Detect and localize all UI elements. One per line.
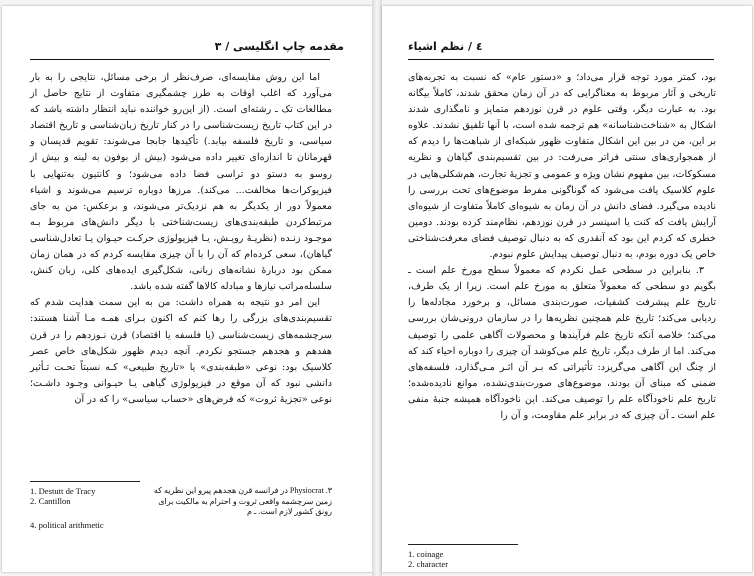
left-page-header: مقدمه چاپ انگلیسی / ۳ — [214, 40, 344, 53]
left-footnote-rule — [30, 481, 140, 482]
book-gutter — [372, 0, 382, 576]
right-paragraph-1: بود، کمتر مورد توجه قرار می‌داد؛ و «دستور عام» که نسبت به تجربه‌های تاریخی و آثار مربوط به معناگرایی که در آن زمان محقق شدند، کاملاً بیگانه بود. به عبارت دیگر، وقتی علوم در قرن نوزدهم متمایز و نامگذاری شدند اشکال به «شناخت‌شناسانه» هم ترجمه شده است، با آنها تلفیق نشدند. علاوه بر این، من در بین این اشکال متفاوت ظهور شبکه‌ای از شباهت‌ها را دیدم که از همجواری‌های سنتی فراتر می‌رفت: در بین تقسیم‌بندی گیاهان و نظریه مسکوکات، بین مفهوم نشان ویژه و عمومی و تجزیهٔ تجارت، هم‌شکلی‌هایی در علوم کلاسیک یافت می‌شود که گوناگونی مفرط موضوع‌های تحت بررسی را نادیده می‌گیرد. فضای دانش در آن زمان به شیوه‌ای کاملاً متفاوت از شیوه‌ای آرایش یافت که کنت یا اسپنسر در قرن نوزدهم، نظام‌مند کرده بودند. دومین خطری که کردم این بود که آنقدری که به دنبال توصیف فضای معرفت‌شناختی خاص یک دوره بودم، به دنبال توصیف پیدایش علوم نبودم. — [408, 72, 716, 261]
right-page — [382, 6, 752, 572]
left-header-rule — [30, 59, 330, 60]
footnote-3: ۳. Physiocrat در فرانسه قرن هجدهم پیرو این نظریه که زمین سرچشمه واقعی ثروت و احترام به مالکیت برای رونق کشور لازم است. ـ م — [153, 486, 332, 516]
footnote-character: 2. character — [408, 559, 449, 569]
footnote-1: 1. Destutt de Tracy — [30, 486, 96, 496]
footnote-coinage: 1. coinage — [408, 549, 444, 559]
footnote-4: 4. political arithmetic — [30, 520, 104, 530]
right-header-rule — [408, 59, 714, 60]
footnote-2: 2. Cantillon — [30, 496, 71, 506]
right-footnotes — [408, 549, 448, 569]
left-paragraph-1: اما این روش مقایسه‌ای، صرف‌نظر از برخی مسائل، نتایجی را به بار می‌آورد که اغلب اوقات به طرز چشمگیری متفاوت از نتایج حاصل از مطالعات تک ـ رشته‌ای است. (از این‌رو خواننده نباید انتظار داشته باشد که در این کتاب تاریخ زیست‌شناسی را در کنار تاریخ زبان‌شناسی و تاریخ اقتصاد سیاسی، و تاریخ فلسفه بیابد.) تأکیدها جابجا می‌شوند: تقویم قدیسان و قهرمانان تا اندازه‌ای تغییر داده می‌شود (بیش از بوفون به لینه و بیش از روسو به دستو دو تراسی فضا داده می‌شود؛ و کانتیون به‌تنهایی با فیزیوکرات‌ها مخالفت... می‌کند). مرزها دوباره ترسیم می‌شوند و اشیاء معمولاً دور از یکدیگر به هم نزدیک‌تر می‌شوند، و برعکس: من به جای مرتبط‌کردن طبقه‌بندی‌های زیست‌شناختی با دیگر دانش‌های مربوط بـه موجـود زنـده (نظریـهٔ رویـش، یـا فیزیولوژی حرکـت حیـوان یـا تعادل‌شناسی گیاهان)، سعی کرده‌ام که آن را با آن چیزی مقایسه کردم که در همان زمان ممکن بود دربارهٔ نشانه‌های زبانی، شکل‌گیری ایده‌های کلی، زبان کنش، سلسله‌مراتب نیازها و مبادله کالاها گفته شده باشد. — [30, 72, 332, 293]
right-paragraph-2: ۳. بنابراین در سطحی عمل نکردم که معمولاً سطح مورخ علم است ـ بگویم دو سطحی که معمولاً متعلق به مورخ علم است. زیرا از یک طرف، تاریخ علم پیشرفت کشفیات، صورت‌بندی مسائل، و برخورد مجادله‌ها را ردیابی می‌کند؛ تاریخ علم همچنین نظریه‌ها را در سازمان درونی‌شان بررسی می‌کند؛ خلاصه آنکه تاریخ علم فرآیندها و محصولات آگاهی علمی را توصیف می‌کند. اما از طرف دیگر، تاریخ علم می‌کوشد آن چیزی را دوباره احیاء کند که از چنگ این آگاهی می‌گریزد: تأثیراتی که بـر آن اثـر مـی‌گذارد، فلسفه‌های ضمنی که مبنای آن بودند، موضوع‌های صورت‌بندی‌نشده، موانع نادیده‌شده؛ تاریخ علم ناخودآگاه علم را توصیف می‌کند. این ناخودآگاه همیشه جنبهٔ منفی علم است ـ آن چیزی که در برابر علم مقاومت، و آن را — [408, 265, 716, 421]
left-page — [2, 6, 372, 572]
right-footnote-rule — [408, 544, 518, 545]
left-footnotes — [30, 486, 95, 506]
right-page-header: ٤ / نظم اشیاء — [408, 40, 483, 53]
right-page-body — [408, 70, 716, 424]
left-page-body — [30, 70, 332, 408]
left-paragraph-2: این امر دو نتیجه به همراه داشت: من به این سمت هدایت شدم که تقسیم‌بندی‌های بزرگی را رها کنم که اکنون بـرای همـه مـا آشنا هستند: سرچشمه‌های زیست‌شناسی (یا فلسفه یا اقتصاد) قرن نـوزدهم را در قرن هفدهم و هجدهم جستجو نکردم. آنچه دیدم ظهور شکل‌های خاص عصر کلاسیک بود: نوعی «طبقه‌بندی» یا «تاریخ طبیعی» کـه نسبتاً تحـت تـأثیر دانشی نبود که آن موقع در فیزیولوژی گیاهی یـا حیـوانی وجـود داشـت؛ نوعی «تجزیهٔ ثروت» که فرض‌های «حساب سیاسی» را که در آن — [30, 297, 332, 405]
